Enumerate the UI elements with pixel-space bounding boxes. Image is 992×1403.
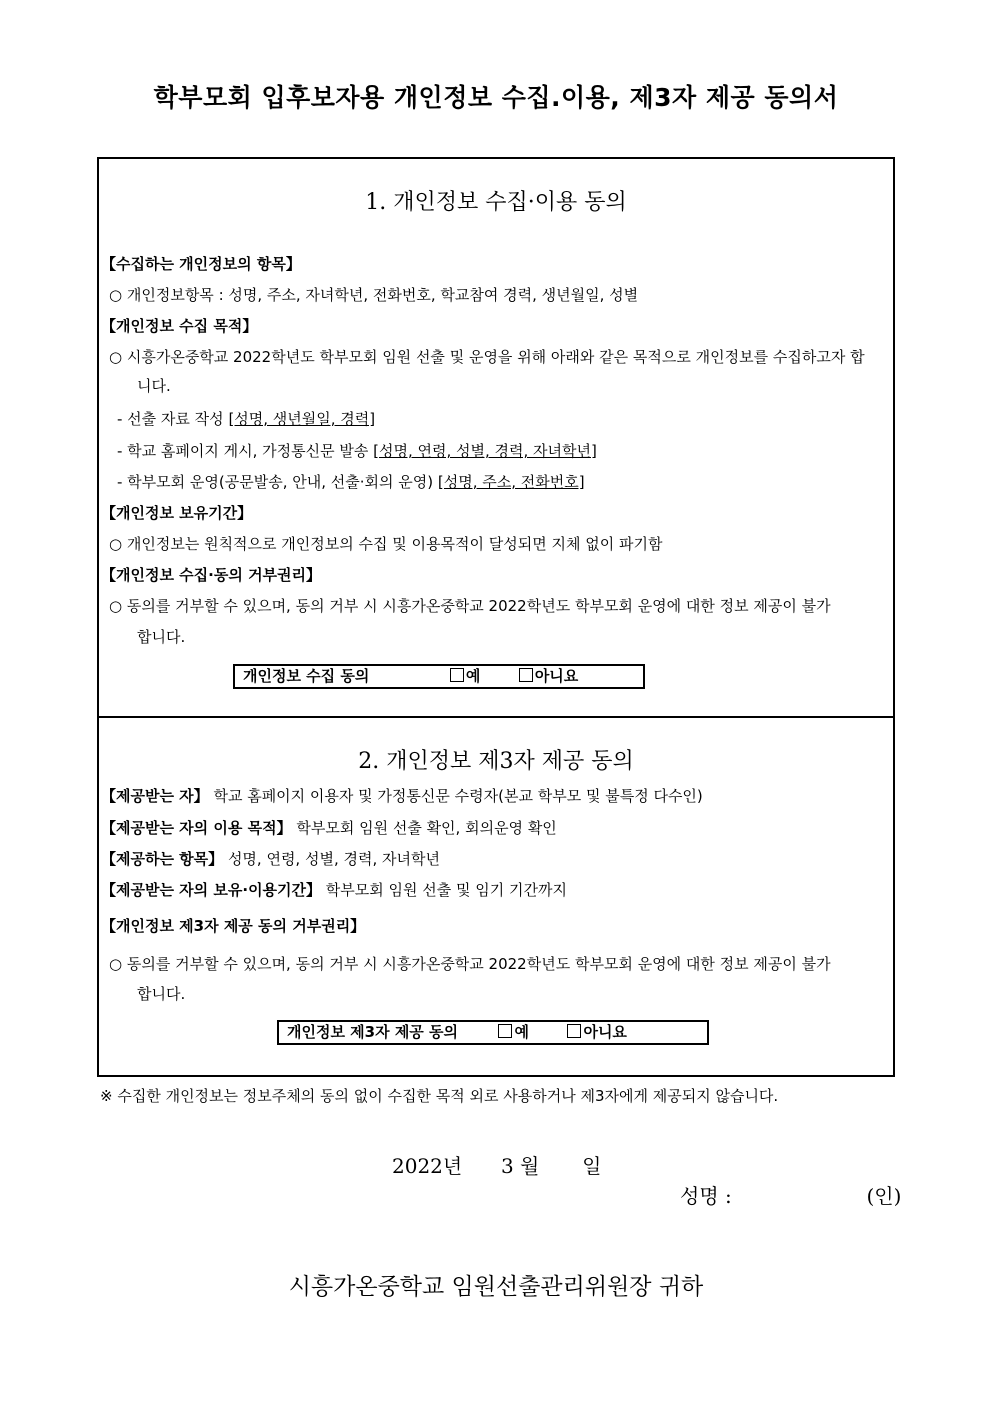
date-month: 3 월	[500, 1154, 540, 1178]
section2-items-text: 성명, 연령, 성별, 경력, 자녀학년	[223, 850, 440, 868]
section2-refuse-text-2: 합니다.	[137, 985, 186, 1003]
privacy-note: ※ 수집한 개인정보는 정보주체의 동의 없이 수집한 목적 외로 사용하거나 제3자에게 제공되지 않습니다.	[100, 1087, 779, 1105]
section1-title: 1. 개인정보 수집·이용 동의	[365, 190, 627, 215]
section1-consent-box	[233, 664, 645, 689]
section2-refuse-heading: 【개인정보 제3자 제공 동의 거부권리】	[101, 917, 366, 935]
section2-recipient-heading: 【제공받는 자】	[101, 787, 209, 805]
section2-consent-label: 개인정보 제3자 제공 동의	[287, 1023, 459, 1041]
section1-yes-label: 예	[465, 667, 481, 685]
date-day: 일	[582, 1154, 602, 1178]
use2-fields: [성명, 연령, 성별, 경력, 자녀학년]	[373, 442, 597, 460]
section1-yes-checkbox[interactable]	[450, 668, 464, 682]
section1-retention-text: ○ 개인정보는 원칙적으로 개인정보의 수집 및 이용목적이 달성되면 지체 없이 파기함	[109, 535, 663, 553]
section2-no-checkbox[interactable]	[567, 1024, 581, 1038]
section2-refuse-text-1: ○ 동의를 거부할 수 있으며, 동의 거부 시 시흥가온중학교 2022학년도 학부모회 운영에 대한 정보 제공이 불가	[109, 955, 831, 973]
use1-fields: [성명, 생년월일, 경력]	[228, 410, 376, 428]
use2-text: - 학교 홈페이지 게시, 가정통신문 발송	[117, 442, 374, 460]
section1-retention-heading: 【개인정보 보유기간】	[101, 504, 253, 522]
section1-use-3	[117, 472, 887, 492]
section2-purpose-text: 학부모회 임원 선출 확인, 회의운영 확인	[291, 819, 557, 837]
section2-period-line	[101, 880, 887, 900]
section1-purpose-text-1: ○ 시흥가온중학교 2022학년도 학부모회 임원 선출 및 운영을 위해 아래와 같은 목적으로 개인정보를 수집하고자 합	[109, 348, 865, 366]
section2-yes-label: 예	[514, 1023, 529, 1041]
section1-no-checkbox[interactable]	[519, 668, 533, 682]
section2-purpose-heading: 【제공받는 자의 이용 목적】	[101, 819, 292, 837]
recipient-line: 시흥가온중학교 임원선출관리위원장 귀하	[288, 1274, 704, 1300]
section1-use-2	[117, 441, 887, 461]
date-line	[392, 1150, 601, 1179]
section-collection-consent	[97, 157, 895, 718]
date-year: 2022년	[392, 1154, 463, 1178]
section2-items-line	[101, 849, 887, 869]
section2-title: 2. 개인정보 제3자 제공 동의	[358, 749, 634, 774]
section2-no-label: 아니요	[583, 1023, 627, 1041]
use3-text: - 학부모회 운영(공문발송, 안내, 선출·회의 운영)	[117, 473, 438, 491]
section1-refuse-heading: 【개인정보 수집·동의 거부권리】	[101, 566, 322, 584]
section2-yes-checkbox[interactable]	[498, 1024, 512, 1038]
section1-refuse-text-1: ○ 동의를 거부할 수 있으며, 동의 거부 시 시흥가온중학교 2022학년도 학부모회 운영에 대한 정보 제공이 불가	[109, 597, 831, 615]
section1-use-1	[117, 409, 887, 429]
section2-period-heading: 【제공받는 자의 보유·이용기간】	[101, 881, 322, 899]
section2-recipient-text: 학교 홈페이지 이용자 및 가정통신문 수령자(본교 학부모 및 불특정 다수인)	[208, 787, 703, 805]
section2-purpose-line	[101, 818, 887, 838]
section1-no-label: 아니요	[534, 667, 579, 685]
signature-line	[680, 1180, 901, 1209]
section1-consent-label: 개인정보 수집 동의	[243, 667, 370, 685]
section2-recipient-line	[101, 786, 887, 806]
section1-refuse-text-2: 합니다.	[137, 628, 186, 646]
signature-label: 성명 :	[680, 1184, 732, 1208]
section-third-party-consent	[97, 716, 895, 1077]
section2-items-heading: 【제공하는 항목】	[101, 850, 224, 868]
section1-purpose-text-2: 니다.	[137, 377, 171, 395]
section1-items-text: ○ 개인정보항목 : 성명, 주소, 자녀학년, 전화번호, 학교참여 경력, 생년월일, 성별	[109, 286, 639, 304]
section1-items-heading: 【수집하는 개인정보의 항목】	[101, 255, 301, 273]
use3-fields: [성명, 주소, 전화번호]	[437, 473, 585, 491]
section2-period-text: 학부모회 임원 선출 및 임기 기간까지	[321, 881, 567, 899]
signature-seal: (인)	[866, 1184, 902, 1208]
section2-consent-box	[277, 1020, 709, 1045]
document-title: 학부모회 입후보자용 개인정보 수집.이용, 제3자 제공 동의서	[153, 83, 839, 112]
section1-purpose-heading: 【개인정보 수집 목적】	[101, 317, 258, 335]
use1-text: - 선출 자료 작성	[117, 410, 229, 428]
